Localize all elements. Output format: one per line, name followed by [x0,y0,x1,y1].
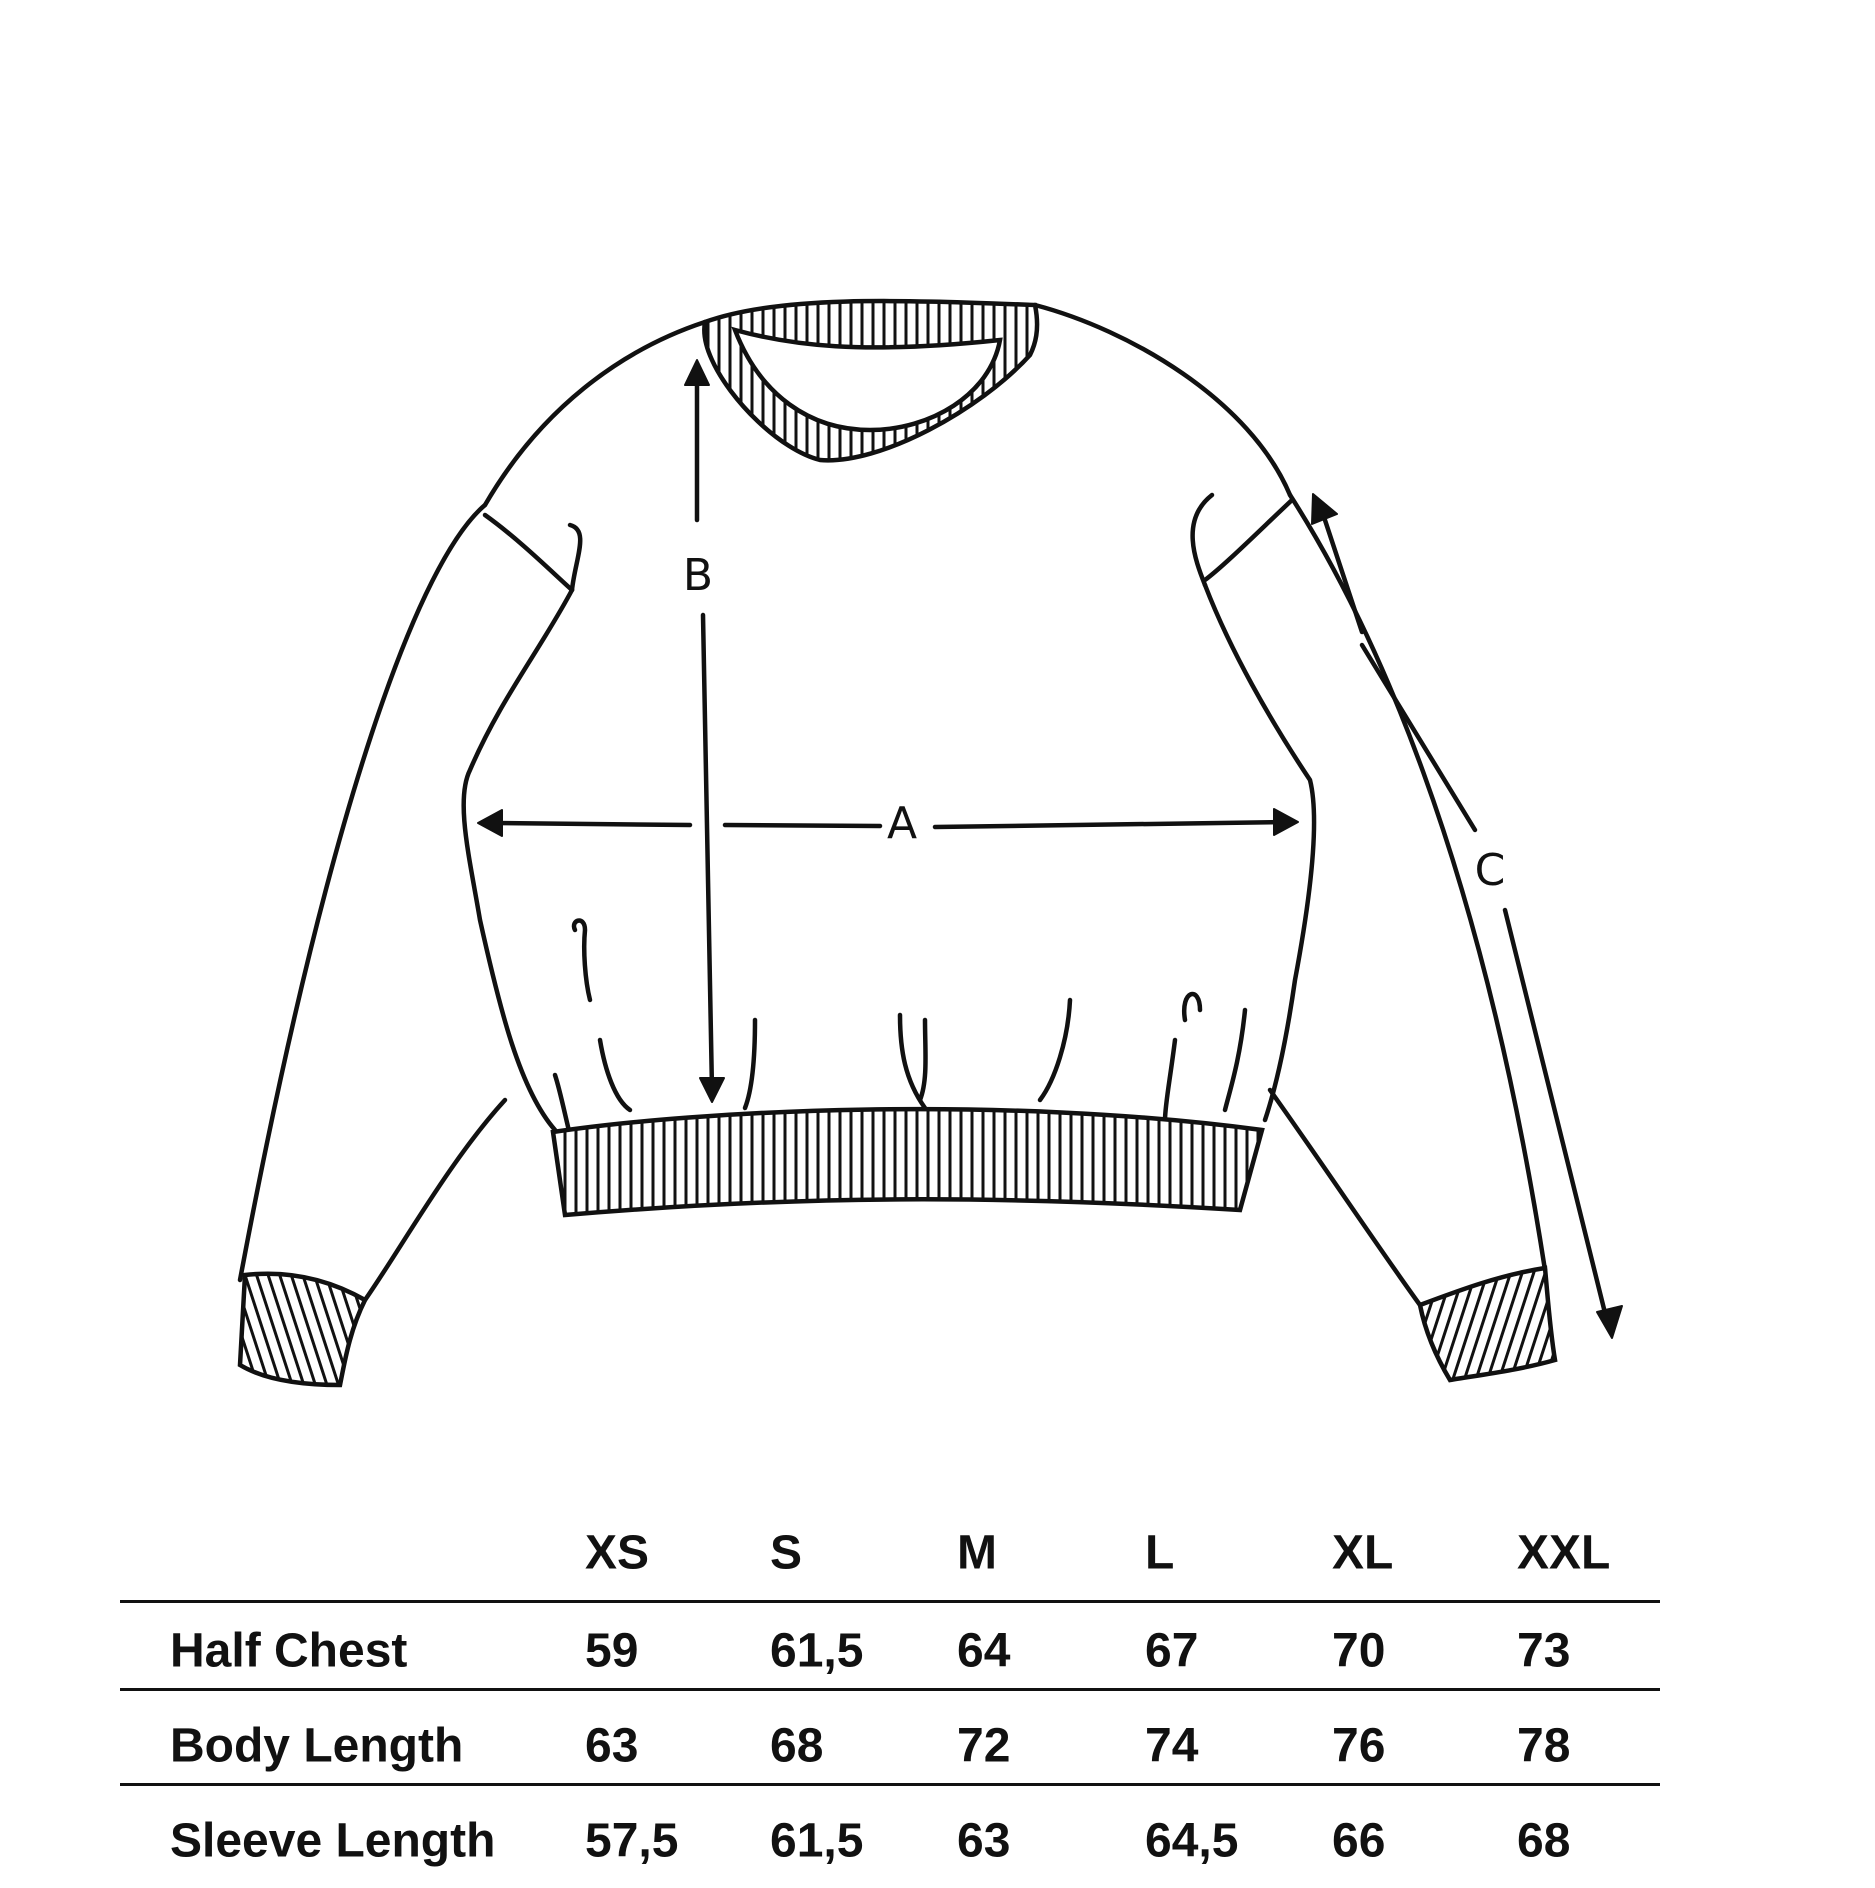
left-armhole-curve [570,525,580,590]
right-shoulder-line [1035,305,1290,495]
arrow-b-bottom [703,615,712,1090]
table-cell: 72 [957,1719,1011,1772]
left-shoulder-line [485,322,705,505]
size-header: M [957,1526,997,1579]
fold [1225,1010,1245,1110]
table-cell: 59 [585,1624,639,1677]
arrow-b-top-head [685,360,709,385]
row-label: Sleeve Length [170,1814,496,1867]
table-cell: 74 [1145,1719,1199,1772]
table-cell: 64,5 [1145,1814,1239,1867]
table-cell: 76 [1332,1719,1386,1772]
left-body-side [464,590,572,1130]
table-cell: 61,5 [770,1814,864,1867]
table-cell: 78 [1517,1719,1571,1772]
left-cuff [240,1274,365,1385]
size-header-row [120,1505,1660,1600]
right-body-side [1205,585,1314,1120]
size-header: XS [585,1526,650,1579]
size-header: L [1145,1526,1175,1579]
arrow-a-right-head [1274,809,1298,835]
neck-rib [704,301,1037,460]
right-sleeve-inner [1270,1090,1420,1305]
arrow-b-bottom-head [700,1078,724,1102]
table-cell: 68 [770,1719,824,1772]
table-cell: 63 [585,1719,639,1772]
size-table [120,1505,1660,1888]
arrow-c-top [1320,505,1362,632]
arrow-a-left-head [478,810,502,836]
table-cell: 61,5 [770,1624,864,1677]
arrow-a-mid [725,825,880,826]
table-row [120,1603,1660,1698]
arrow-c-mid [1362,645,1475,830]
table-cell: 68 [1517,1814,1571,1867]
row-label: Half Chest [170,1624,408,1677]
right-sleeve-outer [1290,495,1545,1270]
table-row [120,1793,1660,1888]
arrow-c-top-head [1312,494,1337,524]
fold [574,921,590,1000]
fold [920,1020,926,1100]
table-cell: 63 [957,1814,1011,1867]
fold [745,1020,755,1108]
table-row [120,1698,1660,1793]
arrow-c-bottom-head [1597,1306,1622,1338]
right-armhole-seam [1205,500,1292,580]
row-label: Body Length [170,1719,464,1772]
hem-rib [553,1109,1262,1215]
table-divider [120,1783,1660,1786]
label-c: C [1474,845,1506,896]
table-cell: 67 [1145,1624,1199,1677]
table-divider [120,1688,1660,1691]
right-armhole-curve [1193,495,1212,585]
fold [555,1075,570,1135]
arrow-a-left [492,823,690,825]
fold [1184,994,1200,1020]
arrow-a-right [935,822,1290,827]
fold [600,1040,630,1110]
left-sleeve-outer [240,505,485,1280]
arrow-c-bottom [1505,910,1608,1325]
size-header: S [770,1526,803,1579]
right-cuff [1420,1268,1555,1380]
size-header: XXL [1517,1526,1611,1579]
table-cell: 64 [957,1624,1011,1677]
table-cell: 73 [1517,1624,1571,1677]
size-header: XL [1332,1526,1394,1579]
table-cell: 57,5 [585,1814,679,1867]
label-a: A [886,798,918,849]
table-cell: 70 [1332,1624,1386,1677]
left-sleeve-inner [365,1100,505,1300]
fold [1165,1040,1175,1120]
label-b: B [682,550,714,601]
left-armhole-seam [485,515,572,590]
fold [1040,1000,1070,1100]
table-cell: 66 [1332,1814,1386,1867]
